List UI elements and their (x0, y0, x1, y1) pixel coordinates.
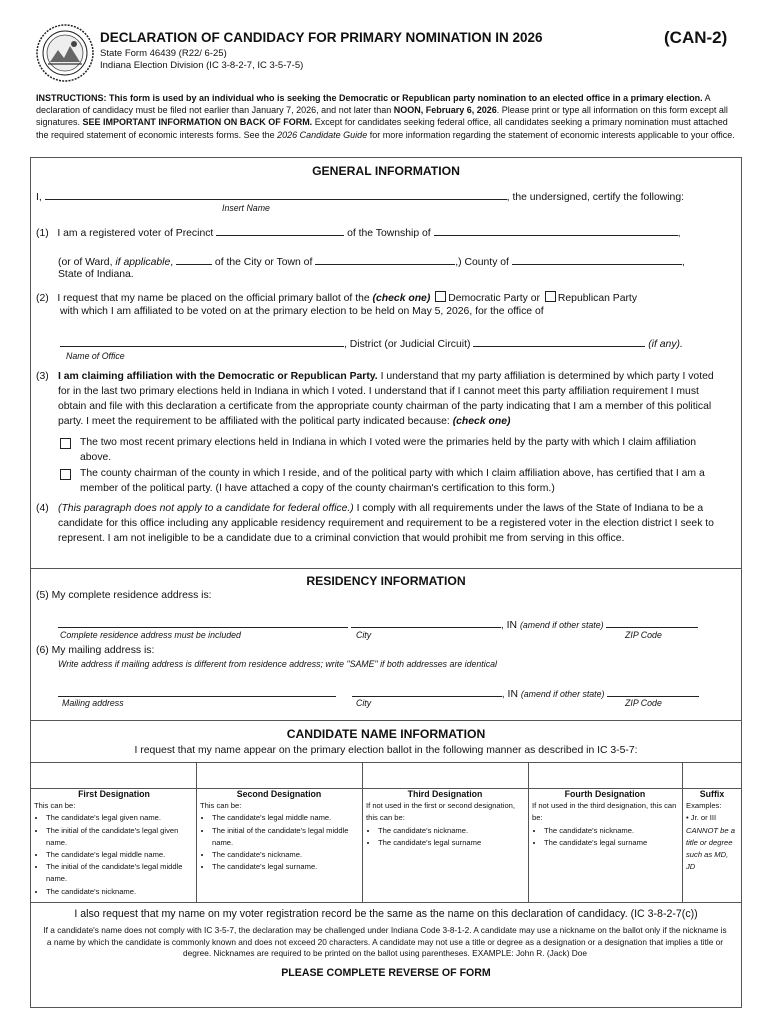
paragraph-2: (2) I request that my name be placed on the official primary ballot of the (check one) Democratic Party or Republican Party (36, 293, 638, 304)
col-divider-2 (362, 762, 363, 902)
suffix-input[interactable] (684, 764, 738, 786)
option-chairman: The county chairman of the county in which I reside, and of the political party with which I claim affiliation above, has certified that I am a member of the political party. (I have attached a copy of the county chairman's certification to this form.) (80, 468, 705, 494)
state-seal-icon (36, 24, 94, 82)
residency-divider (30, 568, 742, 569)
name-of-office-caption: Name of Office (66, 351, 125, 361)
col-divider-4 (682, 762, 683, 902)
mailing-zip-input[interactable] (607, 686, 699, 697)
reverse-notice: PLEASE COMPLETE REVERSE OF FORM (281, 967, 491, 979)
city-town-input[interactable] (315, 254, 455, 265)
form-code: (CAN-2) (664, 28, 728, 47)
mailing-note: Write address if mailing address is different from residence address; write "SAME" if both addresses are identical (58, 659, 497, 669)
insert-name-caption: Insert Name (222, 203, 270, 213)
fourth-designation-input[interactable] (530, 764, 680, 786)
fourth-designation-col: Fourth Designation If not used in the third designation, this can be: • The candidate's nickname. • The candidate's legal surname (532, 788, 678, 849)
candidate-heading: CANDIDATE NAME INFORMATION (286, 727, 486, 741)
office-line: , District (or Judicial Circuit) (if any). (60, 336, 683, 350)
mailing-caption: Mailing address (62, 698, 124, 708)
paragraph-4: (This paragraph does not apply to a candidate for federal office.) I comply with all requirements under the laws of the State of Indiana to be a candidate for this office including any applicable residency requirement and requirement to be a registered voter in the election district I seek to represent. I am not ineligible to be a candidate due to a criminal conviction that would prohibit me from serving in this office. (58, 503, 714, 544)
candidate-divider (30, 720, 742, 721)
nickname-note: If a candidate's name does not comply with IC 3-5-7, the declaration may be challenged under Indiana Code 3-8-1-2. A candidate may use a nickname on the ballot only if the nickname is a name by which the candidate is commonly known and does not exceed 20 characters. A candidate may not use a title or degree as a designation or a designation that implies a title or degree. Nicknames are required to be printed on the ballot using parentheses. EXAMPLE: John R. (Jack) Doe (43, 925, 727, 958)
election-division: Indiana Election Division (IC 3-8-2-7, IC 3-5-7-5) (100, 60, 304, 71)
primaries-checkbox[interactable] (60, 438, 71, 449)
residence-line: , IN (amend if other state) (58, 617, 698, 631)
district-input[interactable] (473, 336, 645, 347)
state-form-number: State Form 46439 (R22/ 6-25) (100, 48, 227, 59)
democratic-checkbox[interactable] (435, 291, 446, 302)
option-primaries: The two most recent primary elections held in Indiana in which I voted were the primaries held by the party with which I claim affiliation above. (80, 437, 697, 463)
residency-heading: RESIDENCY INFORMATION (306, 574, 466, 588)
third-designation-col: Third Designation If not used in the first or second designation, this can be: • The candidate's nickname. • The candidate's legal surname (366, 788, 524, 849)
precinct-input[interactable] (216, 225, 344, 236)
mailing-label: (6) My mailing address is: (36, 645, 155, 656)
paragraph-2-cont: with which I am affiliated to be voted on at the primary election to be held on May 5, 2026, for the office of (60, 306, 544, 317)
p4-num: (4) (36, 503, 49, 514)
voter-registration-request: I also request that my name on my voter registration record be the same as the name on this declaration of candidacy. (IC 3-8-2-7(c)) (74, 908, 698, 920)
second-designation-input[interactable] (198, 764, 360, 786)
third-designation-input[interactable] (364, 764, 526, 786)
first-designation-col: First Designation This can be: • The candidate's legal given name. • The initial of the candidate's legal given name. • The candidate's legal middle name. • The initial of the candidate's legal middle name. • The candidate's nickname. (34, 788, 194, 898)
col-divider-3 (528, 762, 529, 902)
first-designation-input[interactable] (32, 764, 194, 786)
instructions: INSTRUCTIONS: This form is used by an individual who is seeking the Democratic or Republican party nomination to an elected office in a primary election. A declaration of candidacy must be filed not earlier than January 7, 2026, and not later than NOON, February 6, 2026. Please print or type all information on this form except all signatures. SEE IMPORTANT INFORMATION ON BACK OF FORM. Except for candidates seeking federal office, all candidates seeking a primary nomination must attached the required statement of economic interests forms. See the 2026 Candidate Guide for more information regarding the statement of economic interests applicable to your office. (36, 93, 735, 140)
republican-checkbox[interactable] (545, 291, 556, 302)
general-heading: GENERAL INFORMATION (312, 164, 460, 178)
second-designation-col: Second Designation This can be: • The candidate's legal middle name. • The initial of the candidate's legal middle name. • The candidate's nickname. • The candidate's legal surname. (200, 788, 358, 873)
suffix-col: Suffix Examples: • Jr. or III CANNOT be a title or degree such as MD, JD (686, 789, 735, 872)
name-input[interactable] (45, 189, 507, 200)
residence-caption: Complete residence address must be included (60, 630, 241, 640)
name-table-bottom (30, 902, 742, 903)
residence-city-caption: City (356, 630, 372, 640)
col-divider-1 (196, 762, 197, 902)
ward-input[interactable] (176, 254, 212, 265)
residence-zip-caption: ZIP Code (625, 630, 662, 640)
mailing-zip-caption: ZIP Code (625, 698, 662, 708)
office-input[interactable] (60, 336, 344, 347)
mailing-city-caption: City (356, 698, 372, 708)
chairman-checkbox[interactable] (60, 469, 71, 480)
p3-num: (3) (36, 371, 49, 382)
state-of-indiana: State of Indiana. (58, 269, 134, 280)
form-title: DECLARATION OF CANDIDACY FOR PRIMARY NOMINATION IN 2026 (100, 30, 543, 45)
paragraph-1-ward: (or of Ward, if applicable, of the City or Town of ,) County of , (58, 254, 685, 268)
township-input[interactable] (434, 225, 678, 236)
county-input[interactable] (512, 254, 682, 265)
residence-label: (5) My complete residence address is: (36, 590, 212, 601)
paragraph-1: (1) I am a registered voter of Precinct of the Township of , (36, 225, 680, 239)
residence-zip-input[interactable] (606, 617, 698, 628)
residence-city-input[interactable] (351, 617, 501, 628)
name-table-top (30, 762, 742, 763)
mailing-address-input[interactable] (58, 686, 336, 697)
mailing-city-input[interactable] (352, 686, 502, 697)
mailing-line: , IN (amend if other state) (58, 686, 699, 700)
paragraph-3: I am claiming affiliation with the Democratic or Republican Party. I understand that my party affiliation is determined by which party I voted for in the last two primary elections held in Indiana in which I voted. I understand that if I cannot meet this party affiliation requirement I must obtain and file with this declaration a certificate from the appropriate county chairman of the party indicating that I am a member of this political party. I meet the requirement to be affiliated with the political party indicated because: (check one) (58, 371, 714, 427)
ballot-request: I request that my name appear on the primary election ballot in the following manner as described in IC 3-5-7: (134, 745, 638, 756)
residence-address-input[interactable] (58, 617, 348, 628)
name-line: I, , the undersigned, certify the following: (36, 189, 684, 203)
